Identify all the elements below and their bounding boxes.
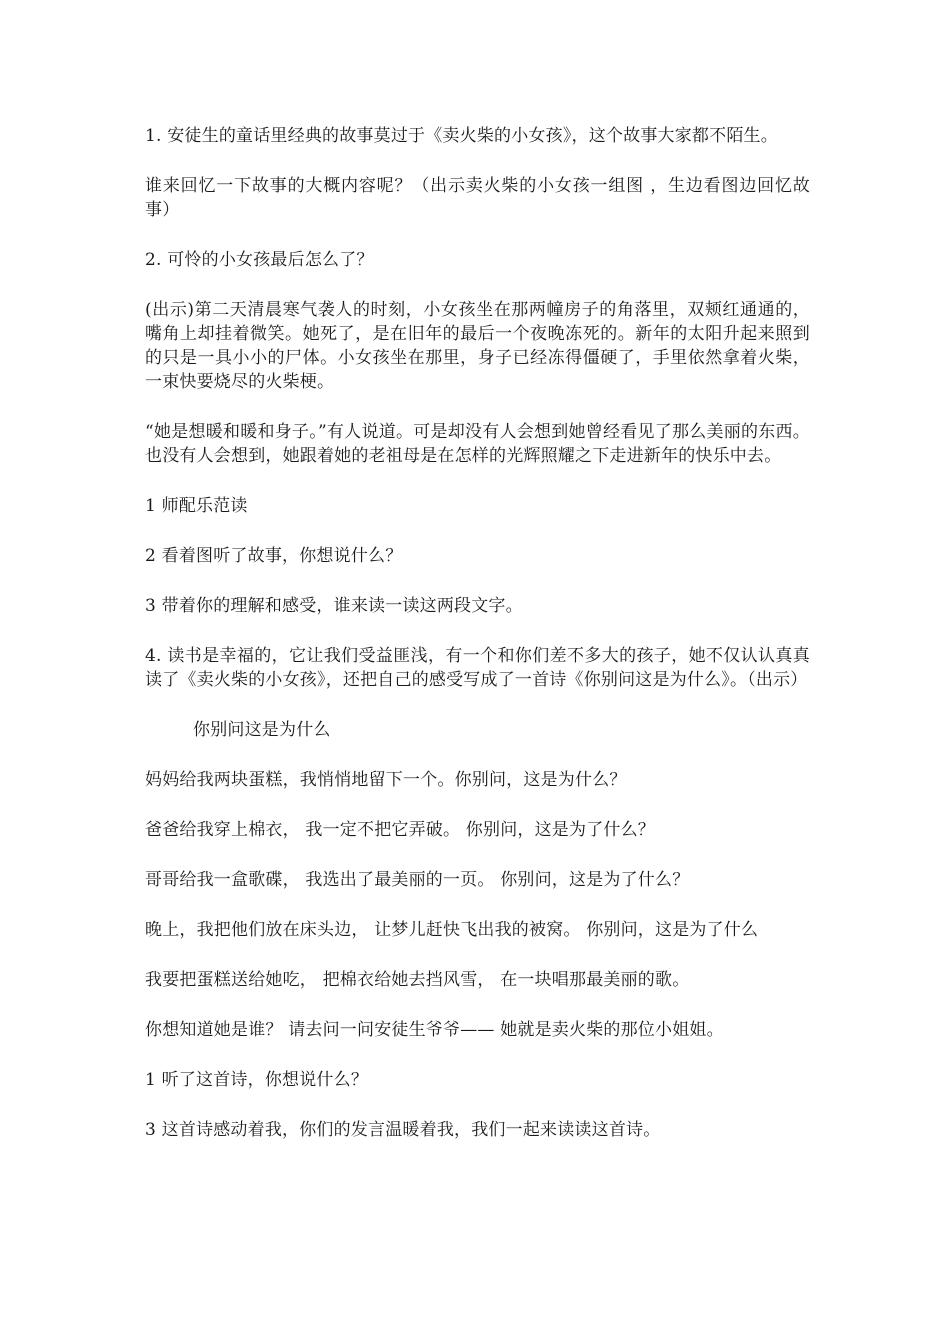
poem-line: 爸爸给我穿上棉衣， 我一定不把它弄破。 你别问，这是为了什么？	[145, 820, 656, 840]
question-after-poem: 1 听了这首诗，你想说什么？	[145, 1070, 369, 1090]
paragraph-1: 1. 安徒生的童话里经典的故事莫过于《卖火柴的小女孩》，这个故事大家都不陌生。	[145, 126, 778, 146]
poem-line: 晚上，我把他们放在床头边， 让梦儿赶快飞出我的被窝。 你别问，这是为了什么	[145, 920, 759, 940]
closing-paragraph: 3 这首诗感动着我，你们的发言温暖着我，我们一起来读读这首诗。	[145, 1120, 661, 1140]
paragraph-4: (出示)第二天清晨寒气袭人的时刻，小女孩坐在那两幢房子的角落里，双颊红通通的，嘴角上却挂着微笑。她死了，是在旧年的最后一个夜晚冻死的。新年的太阳升起来照到的只是一具小小的尸体。小女孩坐在那里，身子已经冻得僵硬了，手里依然拿着火柴，一束快要烧尽的火柴梗。	[145, 300, 810, 392]
paragraph-9: 4. 读书是幸福的，它让我们受益匪浅，有一个和你们差不多大的孩子，她不仅认认真真读了《卖火柴的小女孩》，还把自己的感受写成了一首诗《你别问这是为什么》。（出示）	[145, 646, 810, 690]
paragraph-2: 谁来回忆一下故事的大概内容呢？（出示卖火柴的小女孩一组图 ，生边看图边回忆故事）	[145, 176, 810, 220]
document-page	[145, 124, 810, 1168]
paragraph-8: 3 带着你的理解和感受，谁来读一读这两段文字。	[145, 596, 523, 616]
poem-title: 你别问这是为什么	[193, 720, 331, 740]
poem-line: 你想知道她是谁？ 请去问一问安徒生爷爷—— 她就是卖火柴的那位小姐姐。	[145, 1020, 724, 1040]
paragraph-7: 2 看着图听了故事，你想说什么？	[145, 546, 403, 566]
poem-line: 哥哥给我一盒歌碟， 我选出了最美丽的一页。 你别问，这是为了什么？	[145, 870, 690, 890]
paragraph-5: “她是想暖和暖和身子。”有人说道。可是却没有人会想到她曾经看见了那么美丽的东西。也没有人会想到，她跟着她的老祖母是在怎样的光辉照耀之下走进新年的快乐中去。	[145, 422, 810, 466]
paragraph-6: 1 师配乐范读	[145, 496, 248, 516]
paragraph-3: 2. 可怜的小女孩最后怎么了？	[145, 250, 374, 270]
poem-line: 妈妈给我两块蛋糕，我悄悄地留下一个。你别问，这是为什么？	[145, 770, 627, 790]
poem-line: 我要把蛋糕送给她吃， 把棉衣给她去挡风雪， 在一块唱那最美丽的歌。	[145, 970, 690, 990]
